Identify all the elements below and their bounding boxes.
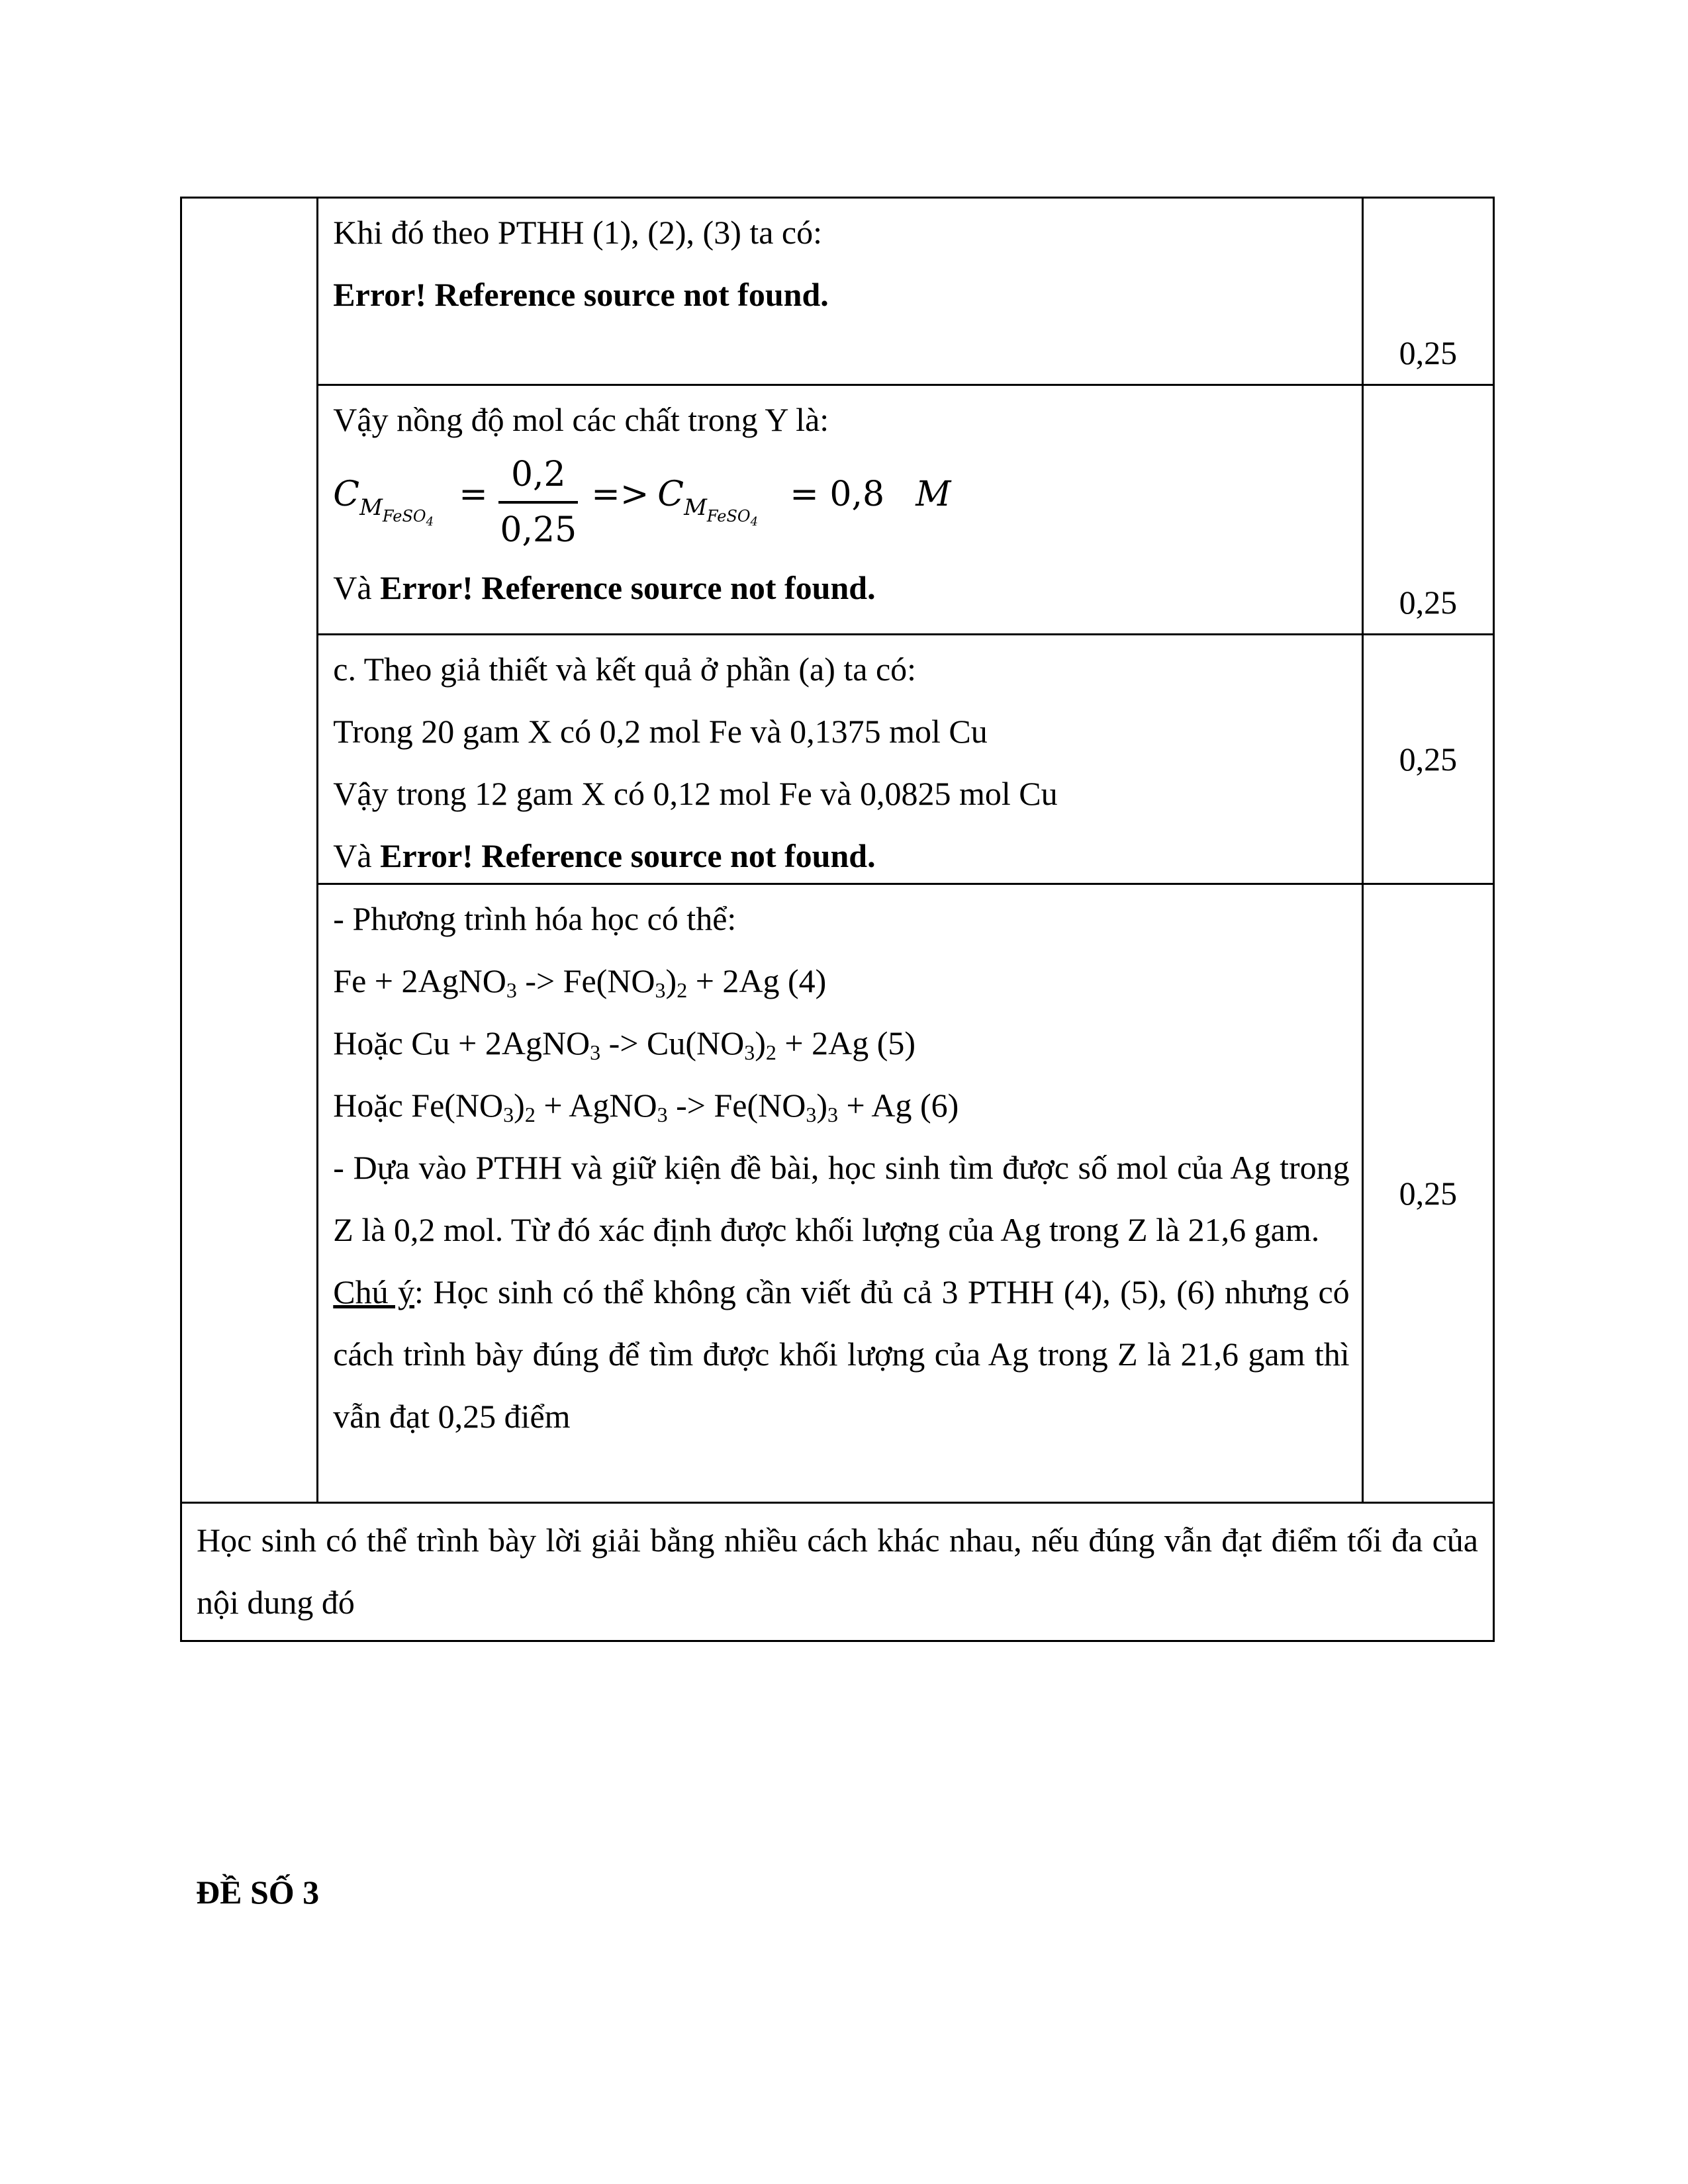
score-value: 0,25 — [1399, 741, 1458, 778]
content-cell — [318, 385, 1362, 635]
eq-part: Hoặc Fe(NO — [333, 1087, 504, 1124]
eq-subscript: 3 — [657, 1103, 668, 1126]
formula-subscript: M — [684, 494, 707, 521]
chemical-equation — [333, 950, 1349, 1012]
eq-subscript: 3 — [744, 1040, 755, 1064]
answer-table — [180, 197, 1495, 1642]
formula-subscript: 4 — [750, 515, 759, 529]
table-row — [181, 385, 1494, 635]
note-paragraph — [333, 1261, 1349, 1447]
eq-subscript: 3 — [806, 1103, 817, 1126]
formula-subscript: 4 — [426, 515, 434, 529]
text-line: Vậy nồng độ mol các chất trong Y là: — [333, 401, 829, 438]
footer-note-cell — [181, 1503, 1494, 1641]
formula-symbol: C — [333, 475, 360, 514]
text-prefix: Và — [333, 569, 381, 606]
eq-part: -> Cu(NO — [600, 1024, 745, 1062]
fraction — [498, 448, 578, 557]
score-cell — [1362, 635, 1493, 884]
eq-subscript: 3 — [506, 978, 517, 1002]
score-value: 0,25 — [1399, 1175, 1458, 1212]
eq-subscript: 3 — [827, 1103, 838, 1126]
concentration-formula — [333, 451, 1349, 557]
blank-left-cell — [181, 198, 318, 1503]
text-prefix: Và — [333, 837, 381, 874]
footer-note: Học sinh có thể trình bày lời giải bằng nhiều cách khác nhau, nếu đúng vẫn đạt điểm tối đa của nội dung đó — [197, 1522, 1478, 1621]
eq-part: ) — [514, 1087, 525, 1124]
equals-sign: = — [459, 475, 488, 514]
table-row — [181, 1503, 1494, 1641]
eq-part: ) — [816, 1087, 827, 1124]
eq-subscript: 2 — [524, 1103, 536, 1126]
chemical-equation — [333, 1074, 1349, 1136]
fraction-denominator: 0,25 — [500, 510, 577, 550]
table-row — [181, 884, 1494, 1503]
section-heading: ĐỀ SỐ 3 — [196, 1874, 320, 1911]
eq-subscript: 2 — [677, 978, 688, 1002]
eq-part: + 2Ag (4) — [687, 962, 827, 999]
text-line: Khi đó theo PTHH (1), (2), (3) ta có: — [333, 214, 823, 251]
text-line: - Phương trình hóa học có thể: — [333, 900, 737, 937]
eq-part: + 2Ag (5) — [776, 1024, 916, 1062]
eq-part: -> Fe(NO — [667, 1087, 806, 1124]
formula-subscript: FeSO — [706, 507, 751, 525]
eq-part: -> Fe(NO — [516, 962, 655, 999]
explanation-paragraph: - Dựa vào PTHH và giữ kiện đề bài, học sinh tìm được số mol của Ag trong Z là 0,2 mol. Từ đó xác định được khối lượng của Ag trong Z là 21,6 gam. — [333, 1149, 1350, 1248]
eq-part: + AgNO — [535, 1087, 657, 1124]
score-cell — [1362, 385, 1493, 635]
reference-error: Error! Reference source not found. — [380, 837, 876, 874]
formula-subscript: FeSO — [382, 507, 426, 525]
content-cell — [318, 635, 1362, 884]
implies-arrow: => — [591, 475, 649, 514]
eq-subscript: 3 — [655, 978, 666, 1002]
eq-part: + Ag (6) — [837, 1087, 959, 1124]
text-line: Trong 20 gam X có 0,2 mol Fe và 0,1375 mol Cu — [333, 713, 988, 750]
text-line: c. Theo giả thiết và kết quả ở phần (a) ta có: — [333, 651, 917, 688]
text-line — [333, 825, 1349, 887]
score-cell — [1362, 198, 1493, 385]
content-cell — [318, 884, 1362, 1503]
table-row — [181, 635, 1494, 884]
eq-part: ) — [665, 962, 677, 999]
formula-result: = 0,8 — [790, 475, 885, 514]
formula-subscript: M — [359, 494, 383, 521]
reference-error: Error! Reference source not found. — [333, 276, 829, 313]
eq-subscript: 3 — [590, 1040, 601, 1064]
eq-subscript: 3 — [503, 1103, 514, 1126]
score-value: 0,25 — [1399, 584, 1458, 621]
eq-part: ) — [755, 1024, 766, 1062]
note-label: Chú ý — [333, 1273, 415, 1310]
table-row — [181, 198, 1494, 385]
eq-part: Hoặc Cu + 2AgNO — [333, 1024, 590, 1062]
formula-unit: M — [915, 475, 951, 514]
eq-subscript: 2 — [765, 1040, 776, 1064]
score-value: 0,25 — [1399, 334, 1458, 371]
formula-symbol: C — [657, 475, 684, 514]
content-cell — [318, 198, 1362, 385]
text-line — [333, 557, 1349, 619]
reference-error: Error! Reference source not found. — [380, 569, 876, 606]
eq-part: Fe + 2AgNO — [333, 962, 506, 999]
note-text: : Học sinh có thể không cần viết đủ cả 3 PTHH (4), (5), (6) nhưng có cách trình bày đúng để tìm được khối lượng của Ag trong Z là 21,6 gam thì vẫn đạt 0,25 điểm — [333, 1273, 1350, 1435]
chemical-equation — [333, 1012, 1349, 1074]
text-line: Vậy trong 12 gam X có 0,12 mol Fe và 0,0825 mol Cu — [333, 775, 1058, 812]
fraction-numerator: 0,2 — [498, 448, 578, 504]
score-cell — [1362, 884, 1493, 1503]
